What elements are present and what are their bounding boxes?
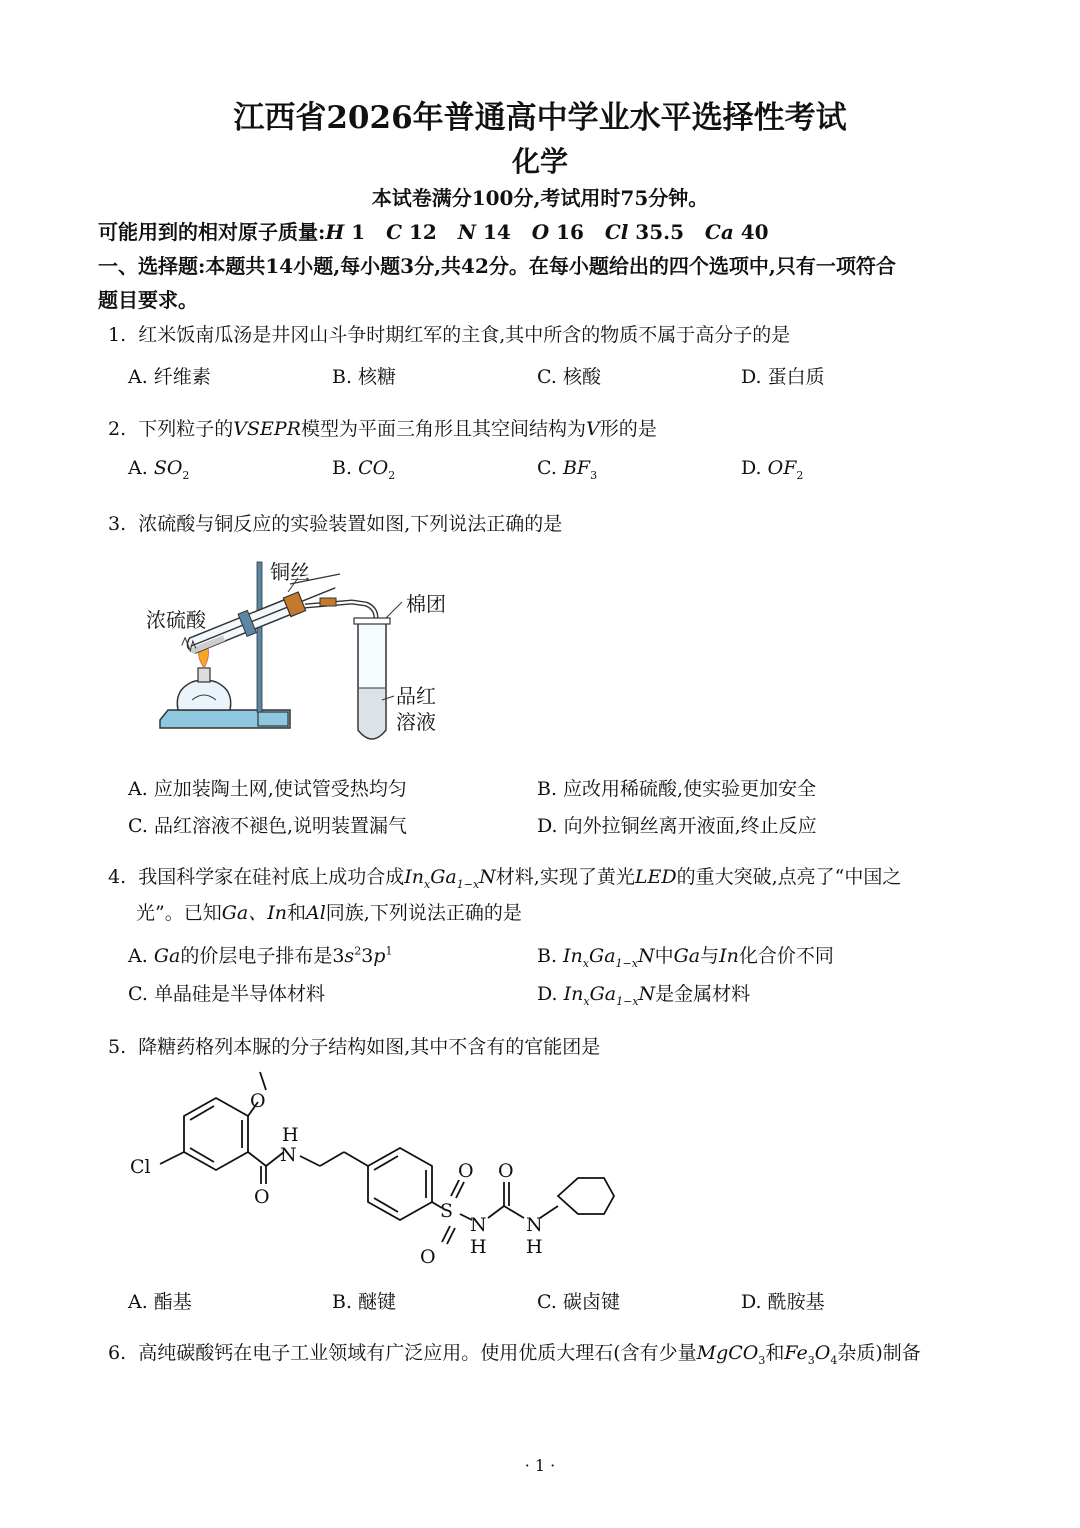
question-text: 降糖药格列本脲的分子结构如图,其中不含有的官能团是 bbox=[138, 1036, 601, 1058]
exam-title: 江西省2026年普通高中学业水平选择性考试 bbox=[233, 100, 847, 136]
option-text: 的价层电子排布是3 bbox=[180, 945, 345, 967]
question-2 bbox=[108, 414, 657, 441]
atom-n-amide: N bbox=[280, 1144, 297, 1166]
q4-option-b bbox=[537, 941, 834, 970]
q2-option-d bbox=[741, 457, 803, 482]
q2-option-c bbox=[537, 457, 597, 482]
q5-option-d: D. 酰胺基 bbox=[741, 1291, 825, 1313]
orbital: p bbox=[373, 945, 386, 967]
atom-o-sulfonyl-bottom: O bbox=[420, 1246, 436, 1268]
atom-h-urea: H bbox=[526, 1236, 543, 1258]
formula: SO bbox=[153, 457, 183, 479]
atom-n-sulfonamide: N bbox=[470, 1214, 487, 1236]
option-text: 与 bbox=[700, 945, 720, 967]
atomic-mass-label: 可能用到的相对原子质量: bbox=[98, 220, 326, 244]
fig-label-conc-acid: 浓硫酸 bbox=[146, 608, 206, 632]
question-6 bbox=[108, 1338, 921, 1367]
question-text: 模型为平面三角形且其空间结构为 bbox=[300, 418, 586, 440]
formula-subscript: 1−x bbox=[615, 956, 638, 970]
glibenclamide-structure bbox=[120, 1066, 640, 1266]
element-mass: 1 bbox=[351, 220, 366, 244]
question-3 bbox=[108, 509, 562, 536]
formula: In bbox=[563, 983, 584, 1005]
formula-subscript: x bbox=[424, 877, 431, 891]
element-mass: 16 bbox=[556, 220, 584, 244]
formula-subscript: x bbox=[583, 994, 590, 1008]
element-name: Al bbox=[305, 902, 326, 924]
question-4-line1 bbox=[108, 862, 901, 891]
atom-o-urea: O bbox=[498, 1160, 514, 1182]
subject-title: 化学 bbox=[511, 145, 568, 178]
question-number: 1. bbox=[108, 324, 127, 346]
option-letter: A. bbox=[128, 457, 148, 479]
formula: N bbox=[479, 866, 496, 888]
element-symbol: Cl bbox=[604, 220, 629, 244]
atom-o-sulfonyl-top: O bbox=[458, 1160, 474, 1182]
q3-option-c: C. 品红溶液不褪色,说明装置漏气 bbox=[128, 815, 407, 837]
section-instructions-line2: 题目要求。 bbox=[98, 288, 198, 312]
page-number: · 1 · bbox=[524, 1456, 556, 1475]
option-letter: D. bbox=[537, 983, 564, 1005]
element-symbol: H bbox=[325, 220, 345, 244]
q2-option-b bbox=[332, 457, 395, 482]
question-text: 同族,下列说法正确的是 bbox=[325, 902, 522, 924]
formula-subscript: 2 bbox=[182, 468, 190, 482]
formula-subscript: 1−x bbox=[616, 994, 639, 1008]
q1-option-b: B. 核糖 bbox=[332, 366, 397, 388]
element-mass: 35.5 bbox=[635, 220, 685, 244]
option-text: 中 bbox=[654, 945, 674, 967]
element-name: Ga bbox=[153, 945, 181, 967]
element-name: Ga bbox=[673, 945, 701, 967]
formula: Ga bbox=[430, 866, 457, 888]
formula: MgCO bbox=[696, 1342, 759, 1364]
q3-option-a: A. 应加装陶土网,使试管受热均匀 bbox=[128, 778, 407, 800]
element-names: Ga、In bbox=[221, 902, 287, 924]
element-mass: 40 bbox=[740, 220, 769, 244]
q3-option-d: D. 向外拉铜丝离开液面,终止反应 bbox=[537, 815, 817, 837]
q2-option-a bbox=[128, 457, 189, 482]
formula: OF bbox=[767, 457, 797, 479]
element-name: In bbox=[719, 945, 739, 967]
option-letter: A. bbox=[128, 945, 154, 967]
question-text: 和 bbox=[286, 902, 306, 924]
question-text: 浓硫酸与铜反应的实验装置如图,下列说法正确的是 bbox=[138, 513, 563, 535]
q1-option-c: C. 核酸 bbox=[537, 366, 601, 388]
formula-subscript: 3 bbox=[758, 1353, 766, 1367]
element-symbol: N bbox=[457, 220, 476, 244]
question-text: 红米饭南瓜汤是井冈山斗争时期红军的主食,其中所含的物质不属于高分子的是 bbox=[138, 324, 791, 346]
formula-subscript: 3 bbox=[590, 468, 598, 482]
fig-label-cotton: 棉团 bbox=[406, 592, 446, 616]
question-text: 的重大突破,点亮了“中国之 bbox=[676, 866, 902, 888]
formula-subscript: x bbox=[582, 956, 590, 970]
question-text: 高纯碳酸钙在电子工业领域有广泛应用。使用优质大理石(含有少量 bbox=[138, 1342, 697, 1364]
superscript: 2 bbox=[354, 944, 362, 958]
question-number: 6. bbox=[108, 1342, 127, 1364]
formula: In bbox=[563, 945, 583, 967]
fig-label-copper-wire: 铜丝 bbox=[270, 560, 310, 584]
option-letter: C. bbox=[537, 457, 557, 479]
atom-o-carbonyl: O bbox=[254, 1186, 270, 1208]
question-text: 和 bbox=[765, 1342, 785, 1364]
vsepr-term: VSEPR bbox=[233, 418, 301, 440]
element-mass: 14 bbox=[482, 220, 511, 244]
atom-h-amide: H bbox=[282, 1124, 299, 1146]
atom-cl: Cl bbox=[130, 1156, 151, 1178]
question-5 bbox=[108, 1032, 600, 1059]
formula: O bbox=[814, 1342, 831, 1364]
option-letter: B. bbox=[537, 945, 564, 967]
formula-subscript: 4 bbox=[830, 1353, 838, 1367]
formula: N bbox=[638, 983, 656, 1005]
atom-s: S bbox=[440, 1200, 454, 1222]
question-text: 下列粒子的 bbox=[138, 418, 234, 440]
element-mass: 12 bbox=[408, 220, 437, 244]
formula: CO bbox=[358, 457, 389, 479]
formula-subscript: 3 bbox=[807, 1353, 815, 1367]
formula: In bbox=[404, 866, 424, 888]
q5-option-a: A. 酯基 bbox=[128, 1291, 192, 1313]
question-text: 形的是 bbox=[599, 418, 657, 440]
atomic-mass-line bbox=[98, 216, 769, 245]
element-symbol: O bbox=[531, 220, 550, 244]
option-letter: B. bbox=[332, 457, 353, 479]
q1-option-a: A. 纤维素 bbox=[128, 366, 211, 388]
formula: Fe bbox=[784, 1342, 808, 1364]
atom-o-methoxy: O bbox=[250, 1090, 266, 1112]
option-text: 化合价不同 bbox=[738, 945, 834, 967]
fig-label-dye-1: 品红 bbox=[396, 684, 436, 708]
question-number: 5. bbox=[108, 1036, 127, 1058]
led-term: LED bbox=[634, 866, 677, 888]
fig-label-dye-2: 溶液 bbox=[396, 710, 436, 734]
formula: BF bbox=[562, 457, 591, 479]
q4-option-a bbox=[128, 941, 392, 968]
q4-option-c: C. 单晶硅是半导体材料 bbox=[128, 983, 325, 1005]
option-text: 3 bbox=[361, 945, 374, 967]
option-text: 是金属材料 bbox=[655, 983, 751, 1005]
v-shape-term: V bbox=[585, 418, 600, 440]
formula-subscript: 1−x bbox=[456, 877, 480, 891]
question-text: 材料,实现了黄光 bbox=[495, 866, 635, 888]
formula-subscript: 2 bbox=[388, 468, 396, 482]
question-number: 2. bbox=[108, 418, 127, 440]
element-symbol: C bbox=[386, 220, 402, 244]
q5-option-c: C. 碳卤键 bbox=[537, 1291, 620, 1313]
atom-h-sulfonamide: H bbox=[470, 1236, 487, 1258]
formula-subscript: 2 bbox=[796, 468, 804, 482]
section-instructions-line1: 一、选择题:本题共14小题,每小题3分,共42分。在每小题给出的四个选项中,只有一项符合 bbox=[98, 254, 896, 278]
atom-n-urea: N bbox=[526, 1214, 543, 1236]
formula: N bbox=[637, 945, 655, 967]
question-text: 我国科学家在硅衬底上成功合成 bbox=[138, 866, 405, 888]
exam-info: 本试卷满分100分,考试用时75分钟。 bbox=[371, 186, 709, 210]
question-4-line2 bbox=[136, 898, 522, 925]
question-number: 4. bbox=[108, 866, 127, 888]
q5-option-b: B. 醚键 bbox=[332, 1291, 397, 1313]
question-1 bbox=[108, 320, 790, 347]
formula: Ga bbox=[589, 983, 617, 1005]
q1-option-d: D. 蛋白质 bbox=[741, 366, 825, 388]
q3-option-b: B. 应改用稀硫酸,使实验更加安全 bbox=[537, 778, 817, 800]
option-letter: D. bbox=[741, 457, 762, 479]
question-text: 杂质)制备 bbox=[837, 1342, 921, 1364]
question-text: 光”。已知 bbox=[136, 902, 222, 924]
q4-option-d bbox=[537, 979, 750, 1008]
question-number: 3. bbox=[108, 513, 127, 535]
orbital: s bbox=[344, 945, 355, 967]
superscript: 1 bbox=[385, 944, 393, 958]
element-symbol: Ca bbox=[704, 220, 734, 244]
formula: Ga bbox=[589, 945, 616, 967]
